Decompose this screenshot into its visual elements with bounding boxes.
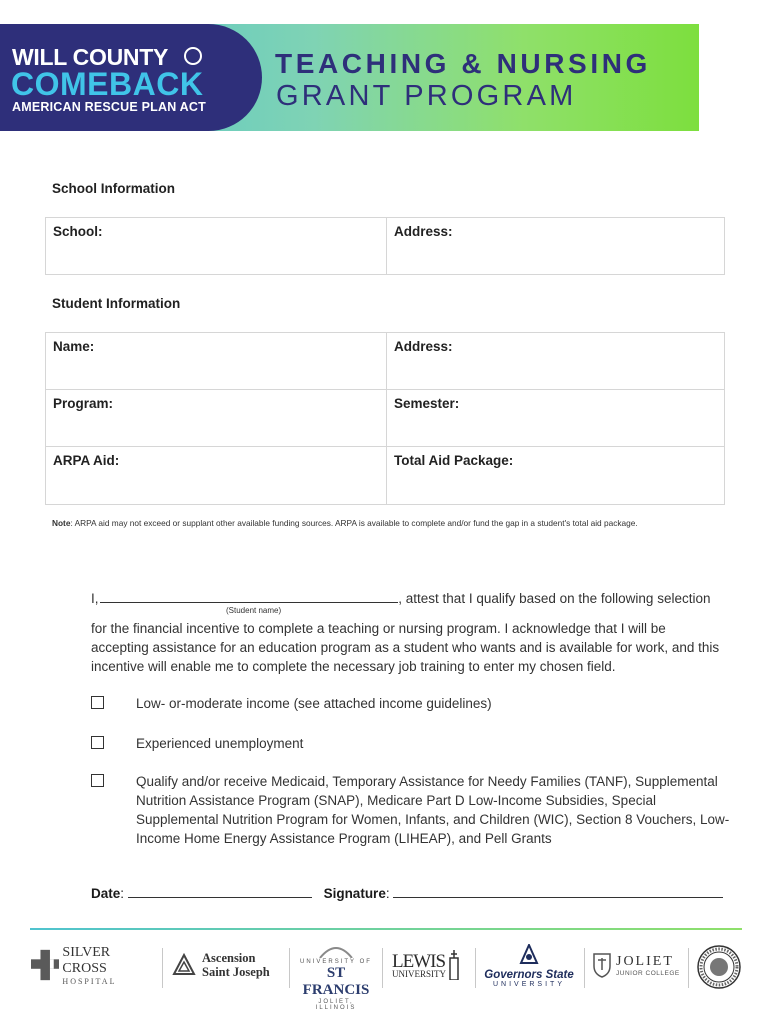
program-label: Program:	[53, 396, 114, 411]
logo-comeback: COMEBACK	[11, 66, 204, 102]
footer-separator	[289, 948, 290, 988]
name-label: Name:	[53, 339, 95, 354]
signature-colon: :	[385, 886, 390, 901]
date-label: Date	[91, 886, 121, 901]
program-title-line1: TEACHING & NURSING	[275, 48, 651, 79]
option-label: Experienced unemployment	[136, 736, 304, 751]
tower-icon	[448, 950, 460, 980]
signature-label: Signature	[323, 886, 386, 901]
arch-icon	[316, 944, 356, 958]
footer-separator	[475, 948, 476, 988]
footer-separator	[584, 948, 585, 988]
st-francis-name: ST FRANCIS	[302, 965, 370, 998]
lewis-sub: UNIVERSITY	[392, 969, 446, 979]
student-address-field[interactable]	[387, 333, 725, 390]
footer-divider	[30, 928, 742, 930]
logo-arpa-subtitle: AMERICAN RESCUE PLAN ACT	[12, 100, 206, 114]
governors-sub: UNIVERSITY	[492, 981, 565, 988]
county-seal-icon	[184, 47, 202, 65]
name-field[interactable]	[46, 333, 387, 390]
date-signature-row	[91, 886, 723, 901]
school-address-label: Address:	[394, 224, 453, 239]
seal-icon	[697, 945, 741, 989]
option-unemployment[interactable]	[91, 734, 731, 754]
attest-suffix: , attest that I qualify based on the following selection	[398, 591, 711, 606]
ascension-logo	[172, 942, 284, 988]
school-field[interactable]	[46, 218, 387, 275]
student-name-blank[interactable]	[100, 602, 398, 603]
option-label: Qualify and/or receive Medicaid, Temporary Assistance for Needy Families (TANF), Supplemental Nutrition Assistance Program (SNAP), Medicare Part D Low-Income Subsidies, Special Supplemental Nutrition Program for Women, Infants, and Children (WIC), Section 8 Vouchers, Low-Income Home Energy Assistance Program (LIHEAP), and Pell Grants	[136, 774, 730, 846]
lewis-name: LEWIS	[392, 951, 446, 972]
arpa-aid-label: ARPA Aid:	[53, 453, 120, 468]
date-blank[interactable]	[128, 897, 312, 898]
option-low-income[interactable]	[91, 694, 731, 714]
silver-cross-name: SILVER CROSS	[62, 944, 111, 976]
total-aid-field[interactable]	[387, 447, 725, 505]
program-title-line2: GRANT PROGRAM	[276, 80, 577, 112]
total-aid-label: Total Aid Package:	[394, 453, 514, 468]
joliet-sub: JUNIOR COLLEGE	[616, 969, 680, 977]
checkbox[interactable]	[91, 736, 104, 749]
program-field[interactable]	[46, 390, 387, 447]
joliet-name: JOLIET	[616, 953, 674, 969]
note-label: Note	[52, 518, 71, 528]
option-label: Low- or-moderate income (see attached income guidelines)	[136, 696, 492, 711]
attestation-paragraph: for the financial incentive to complete a teaching or nursing program. I acknowledge that I will be accepting assistance for an education program as a student who wants and is available for work, and this incentive will enable me to complete the necessary job training to enter my chosen field.	[91, 621, 720, 674]
school-info-table	[45, 217, 725, 275]
signature-blank[interactable]	[393, 897, 723, 898]
silver-cross-sub: HOSPITAL	[62, 976, 117, 986]
school-section-title: School Information	[52, 181, 175, 196]
arpa-aid-field[interactable]	[46, 447, 387, 505]
governors-name: Governors State	[484, 969, 574, 981]
ascension-name: Ascension	[202, 951, 256, 965]
attestation-line	[91, 589, 727, 608]
attest-prefix: I,	[91, 591, 99, 606]
lewis-logo	[392, 942, 470, 988]
governors-emblem-icon	[519, 944, 539, 964]
semester-field[interactable]	[387, 390, 725, 447]
logo-will-county: WILL COUNTY	[12, 44, 168, 70]
cross-icon	[31, 949, 59, 981]
ascension-icon	[172, 953, 196, 977]
semester-label: Semester:	[394, 396, 460, 411]
st-francis-top: UNIVERSITY OF	[300, 959, 372, 965]
student-section-title: Student Information	[52, 296, 181, 311]
footer-separator	[688, 948, 689, 988]
st-francis-bottom: JOLIET, ILLINOIS	[315, 999, 357, 1011]
school-label: School:	[53, 224, 103, 239]
school-address-field[interactable]	[387, 218, 725, 275]
checkbox[interactable]	[91, 696, 104, 709]
county-seal-logo	[697, 945, 741, 994]
option-benefit-programs[interactable]	[91, 772, 731, 852]
silver-cross-logo	[31, 942, 153, 988]
shield-icon	[592, 952, 612, 978]
governors-state-logo	[484, 944, 574, 988]
st-francis-logo	[298, 944, 374, 1011]
student-info-table	[45, 332, 725, 505]
student-address-label: Address:	[394, 339, 453, 354]
aid-note	[52, 518, 638, 528]
footer-separator	[162, 948, 163, 988]
note-text: : ARPA aid may not exceed or supplant other available funding sources. ARPA is available to complete and/or fund the gap in a student's total aid package.	[70, 518, 638, 528]
date-colon: :	[120, 886, 125, 901]
checkbox[interactable]	[91, 774, 104, 787]
joliet-jc-logo	[592, 942, 682, 988]
ascension-sub: Saint Joseph	[202, 965, 270, 979]
footer-separator	[382, 948, 383, 988]
student-name-caption: (Student name)	[226, 606, 282, 615]
